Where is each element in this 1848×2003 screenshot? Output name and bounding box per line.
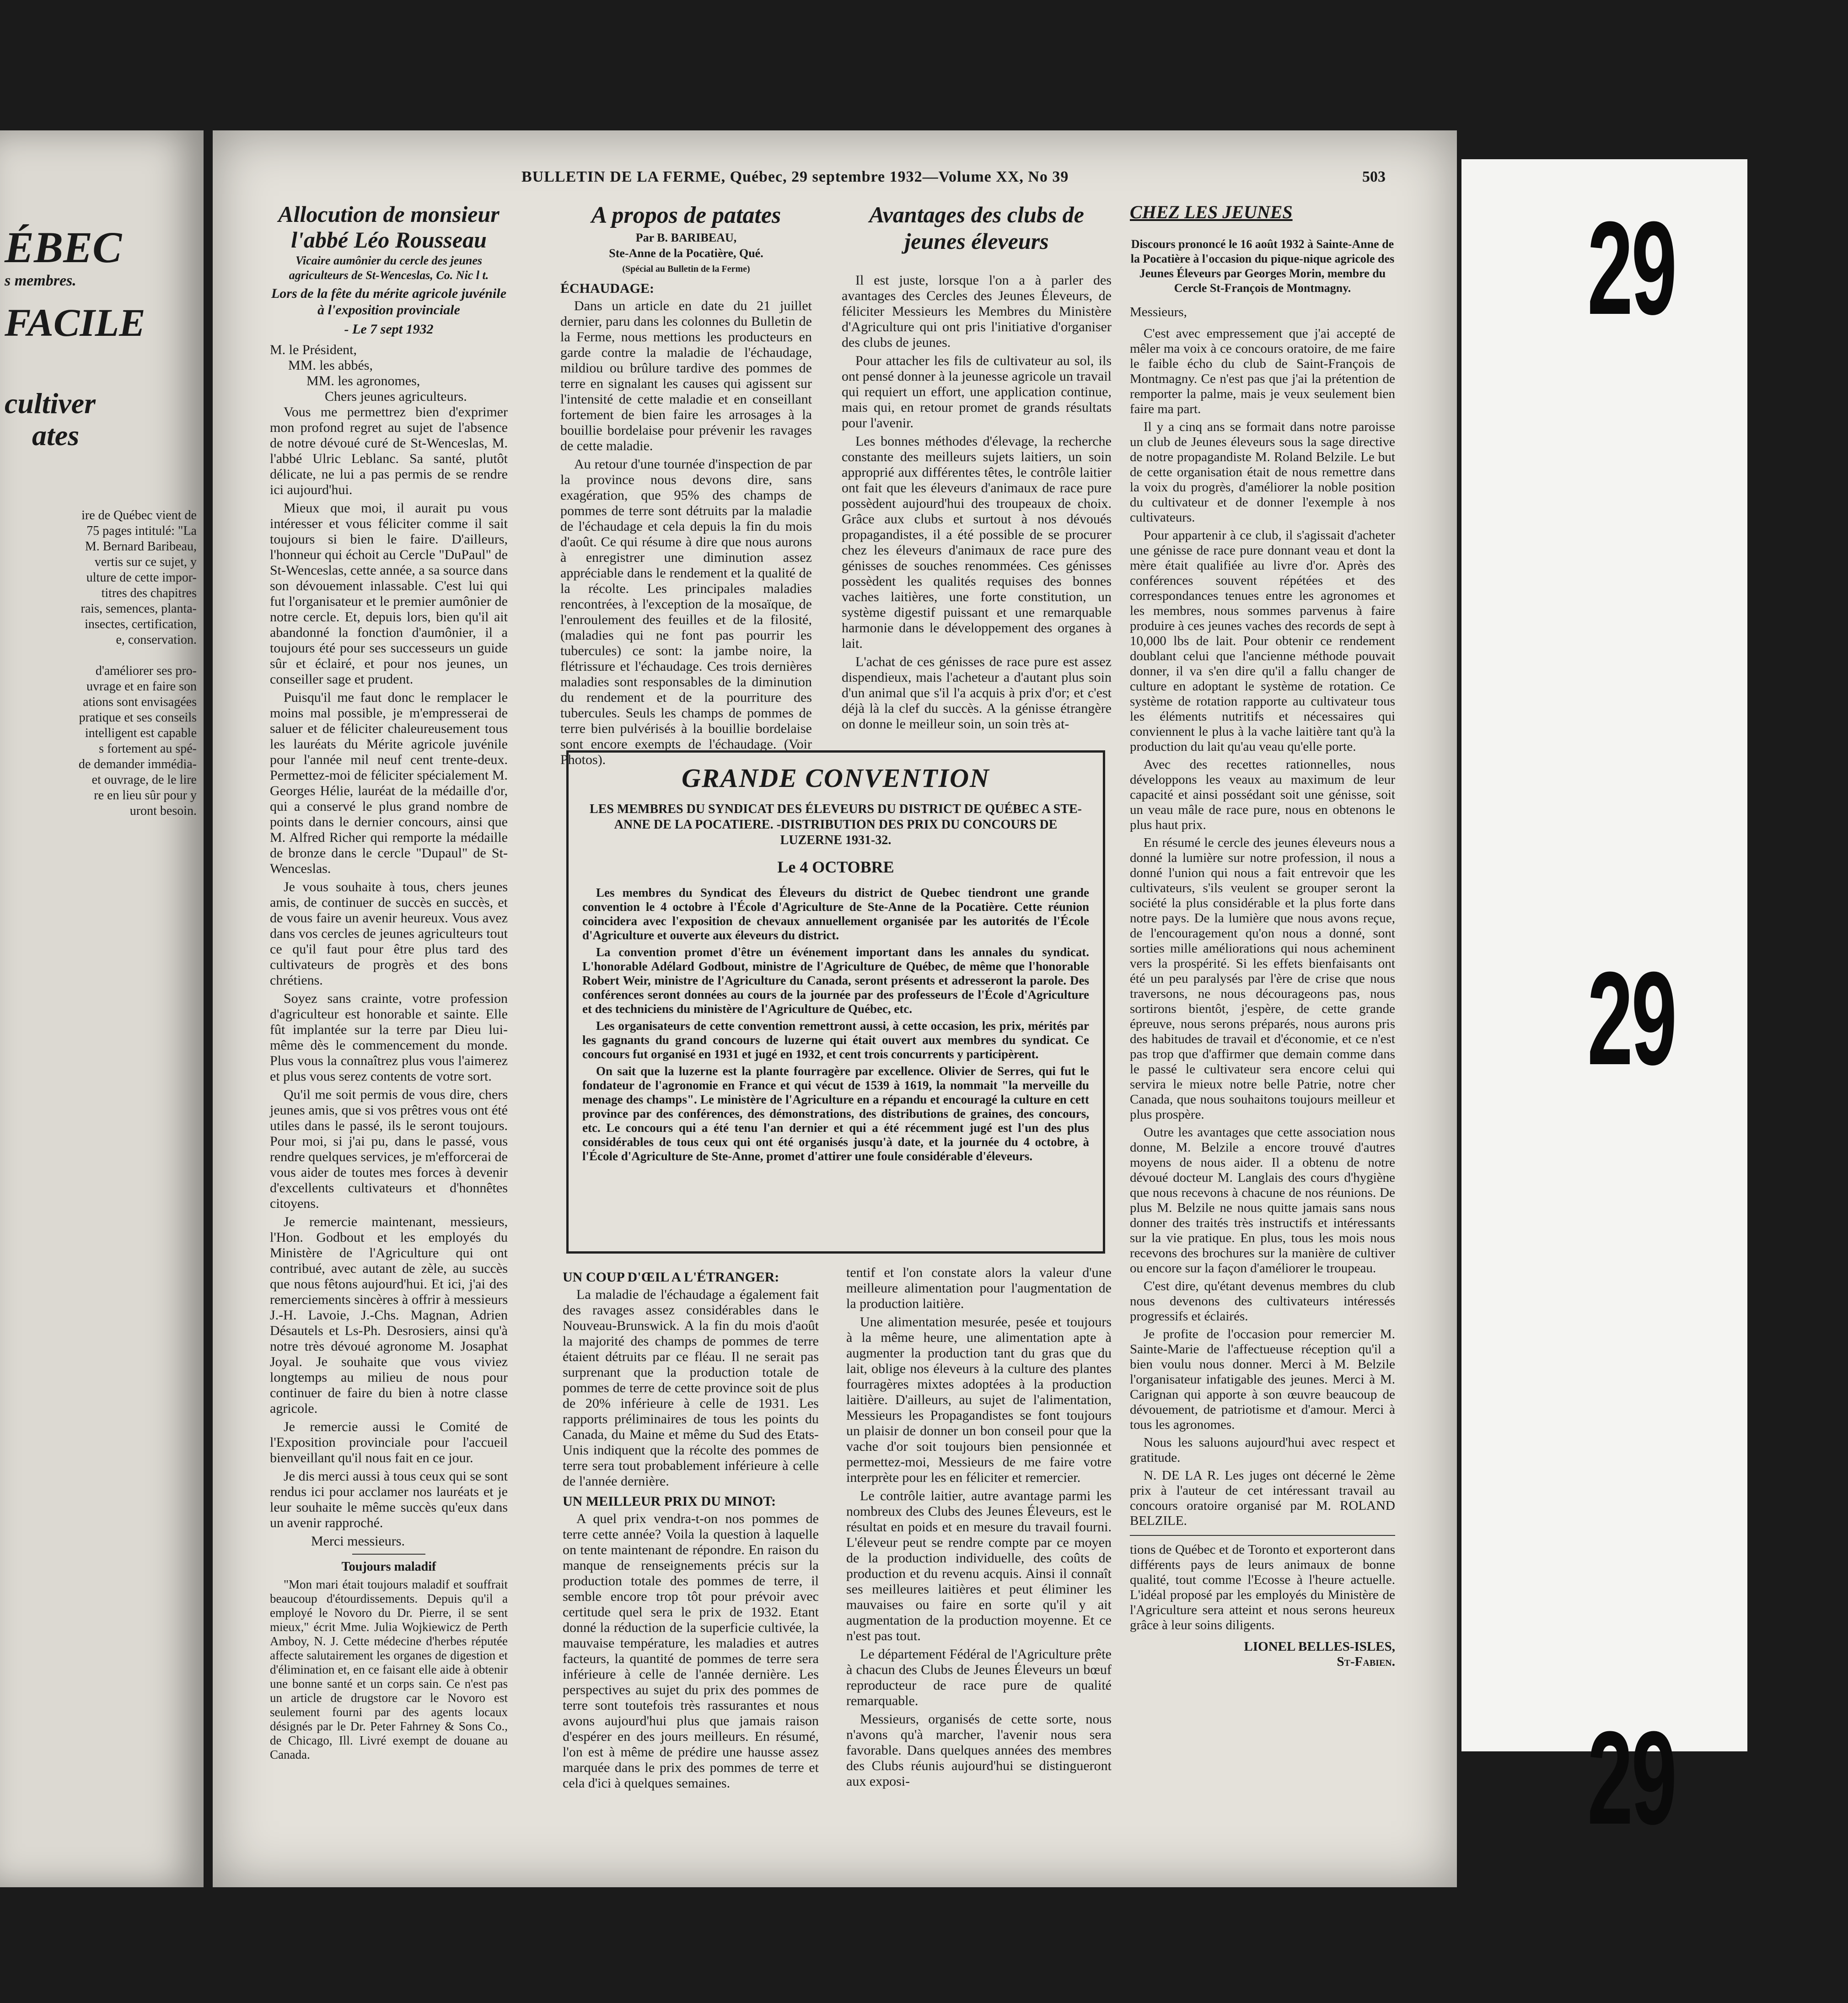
left-fragment: uront besoin. xyxy=(129,804,197,818)
left-fragment: de demander immédia- xyxy=(78,757,197,771)
salutation-line: MM. les abbés, xyxy=(288,358,373,373)
paragraph: C'est avec empressement que j'ai accepté de mêler ma voix à ce concours oratoire, de me faire le faible écho du club de Saint-François de Montmagny. Ce n'est pas que j'ai la prétention de remporter la palme, mais je veux seulement bien faire ma part. xyxy=(1130,326,1395,416)
paragraph: Au retour d'une tournée d'inspection de par la province nous devons dire, sans exagération, que 95% des champs de pommes de terre sont détruits par la maladie de l'échaudage et cela depuis la fin du mois d'août. Ce qui résume à dire que nous aurons à enregistrer une diminution assez appréciable dans le rendement et la qualité de la récolte. Les principales maladies rencontrées, à l'exception de la mosaïque, de l'enroulement des feuilles et de la filosité, (maladies qui ne font pas pourrir les tubercules) ce sont: la jambe noire, la flétrissure et l'échaudage. Ces trois dernières maladies sont responsables de la diminution du rendement et de la pourriture des tubercules. Seuls les champs de pommes de terre bien pulvérisés à la bouillie bordelaise sont encore exempts de l'échaudage. (Voir Photos). xyxy=(560,457,812,767)
left-facing-page xyxy=(0,130,204,1887)
article-headline: Allocution de monsieur l'abbé Léo Rousseau xyxy=(278,201,500,253)
left-fragment: 75 pages intitulé: "La xyxy=(86,524,197,538)
paragraph: Qu'il me soit permis de vous dire, chers jeunes amis, que si vos prêtres vous ont été utiles dans le passé, ils le seront toujours. Pour moi, si j'ai pu, dans le passé, vous rendre quelques services, je m'efforcerai de vous aider de toutes mes forces à devenir d'excellents cultivateurs et d'honnêtes citoyens. xyxy=(270,1087,508,1211)
article-patates xyxy=(560,201,812,770)
convention-title: GRANDE CONVENTION xyxy=(682,763,990,793)
paragraph: Merci messieurs. xyxy=(311,1534,405,1549)
article-headline: Avantages des clubs de jeunes éleveurs xyxy=(869,202,1084,254)
paragraph: Pour attacher les fils de cultivateur au sol, ils ont pensé donner à la jeunesse agricole un travail qui requiert un effort, une application continue, mais qui, en retour promet de grands résultats pour l'avenir. xyxy=(842,353,1112,431)
paragraph: Puisqu'il me faut donc le remplacer le moins mal possible, je m'empresserai de saluer et de féliciter chaleureusement tous les lauréats du Mérite agricole juvénile pour l'année mil neuf cent trente-deux. Permettez-moi de féliciter spécialement M. Georges Hélie, lauréat de la médaille d'or, qui a conservé le plus grand nombre de points dans le dernier concours, ainsi que M. Alfred Richer qui remporte la médaille de bronze dans le cercle "Dupaul" de St-Wenceslas. xyxy=(270,690,508,876)
article-clubs xyxy=(842,201,1112,735)
section-heading: UN MEILLEUR PRIX DU MINOT: xyxy=(563,1494,776,1509)
left-fragment: rais, semences, planta- xyxy=(81,602,197,616)
paragraph: Messieurs, organisés de cette sorte, nous n'avons qu'à marcher, l'avenir nous sera favorable. Dans quelques années des membres des Clubs réunis aujourd'hui se distingueront aux exposi- xyxy=(846,1712,1112,1789)
left-fragment: s fortement au spé- xyxy=(99,742,197,756)
left-fragment: intelligent est capable xyxy=(85,726,197,740)
article-byline: (Spécial au Bulletin de la Ferme) xyxy=(622,264,750,274)
left-title-3: FACILE xyxy=(5,301,145,345)
left-fragment: et ouvrage, de le lire xyxy=(91,773,197,787)
paragraph: Soyez sans crainte, votre profession d'agriculteur est honorable et sainte. Elle fût implantée sur la terre par Dieu lui-même dès le commencement du monde. Plus vous la connaîtrez plus vous l'aimerez et plus vous serez contents de votre sort. xyxy=(270,991,508,1084)
paragraph: Le contrôle laitier, autre avantage parmi les nombreux des Clubs des Jeunes Éleveurs, est le résultat en poids et en mesure du travail fourni. L'éleveur peut se rendre compte par ce moyen de la production individuelle, des coûts de production et du revenu acquis. Ainsi il connaît ses meilleures laitières et peut éliminer les mauvaises ou faire en sorte qu'il y ait augmentation de la production moyenne. Et ce n'est pas tout. xyxy=(846,1488,1112,1643)
running-head: BULLETIN DE LA FERME, Québec, 29 septembre 1932—Volume XX, No 39 xyxy=(521,168,1069,185)
article-byline: Vicaire aumônier du cercle des jeunes agriculteurs de St-Wenceslas, Co. Nic l t. xyxy=(289,254,489,282)
salutation-line: Messieurs, xyxy=(1130,305,1187,319)
left-fragment: M. Bernard Baribeau, xyxy=(85,539,197,554)
date-stamp: 29 xyxy=(1587,1704,1676,1852)
paragraph: La maladie de l'échaudage a également fait des ravages assez considérables dans le Nouveau-Brunswick. A la fin du mois d'août la majorité des champs de pommes de terre étaient détruits par ce fléau. Il ne serait pas surprenant que la production totale de pommes de terre de cette province soit de plus de 20% inférieure à celle de 1931. Les rapports préliminaires de tous les points du Canada, du Maine et même du Sud des Etats-Unis indiquent que la récolte des pommes de terre sera tout probablement inférieure à celle de l'année dernière. xyxy=(563,1287,819,1489)
paragraph: Je vous souhaite à tous, chers jeunes amis, de continuer de succès en succès, et de vous faire un avenir heureux. Vous avez dans vos cercles de jeunes agriculteurs tout ce qu'il faut pour être plus tard des cultivateurs de progrès et des bons chrétiens. xyxy=(270,879,508,988)
left-fragment: e, conservation. xyxy=(116,633,197,647)
paragraph: Avec des recettes rationnelles, nous développons les veaux au maximum de leur capacité et ainsi possédant soit une génisse, soit un veau mâle de race pure, nous en obtenons le plus haut prix. xyxy=(1130,757,1395,832)
paragraph: C'est dire, qu'étant devenus membres du club nous devenons des cultivateurs intéressés progressifs et éclairés. xyxy=(1130,1279,1395,1324)
paragraph: Il y a cinq ans se formait dans notre paroisse un club de Jeunes éleveurs sous la sage directive de notre propagandiste M. Roland Belzile. Le but de cette organisation était de nous remettre dans la voix du progrès, d'améliorer la noble position du cultivateur et de donner l'exemple à nos cultivateurs. xyxy=(1130,420,1395,525)
salutation-line: Chers jeunes agriculteurs. xyxy=(325,389,467,404)
left-fragment: ire de Québec vient de xyxy=(81,508,197,522)
article-date: - Le 7 sept 1932 xyxy=(344,322,434,337)
paragraph: tentif et l'on constate alors la valeur d'une meilleure alimentation pour l'augmentation de la production laitière. xyxy=(846,1265,1112,1311)
article-byline: Ste-Anne de la Pocatière, Qué. xyxy=(609,247,763,260)
article-intro: Discours prononcé le 16 août 1932 à Sainte-Anne de la Pocatière à l'occasion du pique-nique agricole des Jeunes Éleveurs par Georges Morin, membre du Cercle St-François de Montmagny. xyxy=(1130,237,1395,295)
paragraph: N. DE LA R. Les juges ont décerné le 2ème prix à l'auteur de cet intéressant travail au concours oratoire organisé par M. ROLAND BELZILE. xyxy=(1130,1468,1395,1528)
article-chez-les-jeunes xyxy=(1130,201,1395,1669)
left-fragment: ulture de cette impor- xyxy=(86,571,197,585)
article-byline: Par B. BARIBEAU, xyxy=(635,231,737,244)
paragraph: On sait que la luzerne est la plante fourragère par excellence. Olivier de Serres, qui fut le fondateur de l'agronomie en France et qui vécut de 1539 à 1619, la nommait "la merveille du menage des champs". Le ministère de l'Agriculture en a répandu et encouragé la culture en cett province par des conférences, des démonstrations, des distributions de graines, des concours, etc. Le concours qui a été tenu l'an dernier et qui a été récemment jugé est l'un des plus considérables de tous ceux qui ont été organisés jusqu'à date, et la journée du 4 octobre, à l'École d'Agriculture de Ste-Anne, promet d'attirer une foule considérable d'éleveurs. xyxy=(582,1064,1089,1163)
article-patates-continued xyxy=(563,1265,819,1794)
signature: LIONEL BELLES-ISLES, xyxy=(1244,1639,1395,1654)
date-stamp: 29 xyxy=(1587,944,1676,1093)
ad-title: Toujours maladif xyxy=(341,1560,436,1574)
signature: St-Fabien. xyxy=(1337,1654,1395,1669)
paragraph: Les membres du Syndicat des Éleveurs du district de Quebec tiendront une grande convention le 4 octobre à l'École d'Agriculture de Ste-Anne de la Pocatière. Cette réunion coincidera avec l'exposition de chevaux annuellement organisée par les autorités de l'École d'Agriculture et ouverte aux éleveurs du district. xyxy=(582,886,1089,942)
paragraph: Je remercie aussi le Comité de l'Exposition provinciale pour l'accueil bienveillant qu'il nous fait en ce jour. xyxy=(270,1419,508,1465)
paragraph: A quel prix vendra-t-on nos pommes de terre cette année? Voila la question à laquelle on tente maintenant de répondre. En raison du manque de renseignements précis sur la production totale des pommes de terre, il semble encore trop tôt pour prévoir avec certitude quel sera le prix de 1932. Etant donné la réduction de la superficie cultivée, la mauvaise température, les maladies et autres facteurs, la quantité de pommes de terre sera inférieure à celle de l'année dernière. Les perspectives au sujet du prix des pommes de terre sont toutefois très rassurantes et nous avons aujourd'hui plus que jamais raison d'espérer en des jours meilleurs. En résumé, l'on est à même de prédire une hausse assez marquée dans le prix des pommes de terre et cela d'ici à quelques semaines. xyxy=(563,1511,819,1791)
convention-subtitle: LES MEMBRES DU SYNDICAT DES ÉLEVEURS DU DISTRICT DE QUÉBEC A STE-ANNE DE LA POCATIERE. -DISTRIBUTION DES PRIX DU CONCOURS DE LUZERNE 1931-32. xyxy=(590,802,1082,847)
left-title-2: s membres. xyxy=(5,272,76,289)
left-fragment: ations sont envisagées xyxy=(83,695,197,709)
paragraph: Les organisateurs de cette convention remettront aussi, à cette occasion, les prix, mérités par les gagnants du grand concours de luzerne qui était ouvert aux membres du syndicat. Ce concours fut organisé en 1931 et jugé en 1932, et cent trois concurrents y participèrent. xyxy=(582,1019,1089,1061)
paragraph: Le département Fédéral de l'Agriculture prête à chacun des Clubs de Jeunes Éleveurs un bœuf reproducteur de race pure de qualité remarquable. xyxy=(846,1647,1112,1708)
date-stamp: 29 xyxy=(1587,194,1676,342)
paragraph: Outre les avantages que cette association nous donne, M. Belzile a encore trouvé d'autres moyens de nous aider. Il a obtenu de notre dévoué docteur M. Langlais des cours d'hygiène que nous recevons à chacune de nos réunions. De plus M. Belzile ne nous quitte jamais sans nous donner des traités très instructifs et intéressants sur la vie pratique. En plus, tous les mois nous recevons des brochures sur la manière de cultiver ou encore sur la façon d'améliorer le troupeau. xyxy=(1130,1125,1395,1276)
section-heading: ÉCHAUDAGE: xyxy=(560,281,655,296)
paragraph: En résumé le cercle des jeunes éleveurs nous a donné la lumière sur notre profession, il nous a donné l'union qui nous a fait entrevoir que les cultivateurs, s'ils veulent se grouper seront la société la plus considérable et la plus forte dans notre pays. De la lumière que nous avons reçue, de l'encouragement qu'on nous a donné, sont sorties mille améliorations qui nous acheminent vers la prospérité. Si les effets bienfaisants ont été un peu paralysés par l'ère de crise que nous traversons, ne nous décourageons pas, nous sortirons bientôt, j'espère, de cette grande épreuve, nous serons préparés, nous aurons pris des habitudes de travail et d'économie, et ce n'est pas trop que d'affirmer que demain comme dans le passé le cultivateur sera encore celui qui servira le mieux notre belle Patrie, notre cher Canada, que nous souhaitons toujours meilleur et plus prospère. xyxy=(1130,835,1395,1122)
salutation-line: M. le Président, xyxy=(270,342,357,357)
article-headline: A propos de patates xyxy=(591,202,781,228)
paragraph: tions de Québec et de Toronto et exporteront dans différents pays de leurs animaux de bonne qualité, tout comme l'Ecosse à l'heure actuelle. L'idéal proposé par les employés du Ministère de l'Agriculture sera atteint et nous serons heureux grâce à leur soins diligents. xyxy=(1130,1542,1395,1632)
left-fragment: vertis sur ce sujet, y xyxy=(94,555,197,569)
paragraph: Je dis merci aussi à tous ceux qui se sont rendus ici pour acclamer nos lauréats et je leur souhaite le même succès qu'eux dans un avenir rapproché. xyxy=(270,1469,508,1530)
left-fragment: d'améliorer ses pro- xyxy=(95,664,197,678)
paragraph: Vous me permettrez bien d'exprimer mon profond regret au sujet de l'absence de notre dévoué curé de St-Wenceslas, M. l'abbé Ulric Leblanc. Sa santé, plutôt délicate, ne lui a pas permis de se rendre ici aujourd'hui. xyxy=(270,404,508,497)
article-subhead: Lors de la fête du mérite agricole juvénile à l'exposition provinciale xyxy=(271,286,507,318)
paragraph: Pour appartenir à ce club, il s'agissait d'acheter une génisse de race pure donnant veau et dont la mère était qualifiée au livre d'or. Après des conférences souvent répétées et des correspondances tenues entre les agronomes et les membres, nous sommes parvenus à faire produire à ces jeunes vaches des records de sept à 10,000 lbs de lait. Pour obtenir ce rendement doublant celui que l'ancienne méthode pouvait donner, il va s'en dire qu'il a fallu changer de culture en adoptant le système de rotation. Ce système de rotation rapporte au cultivateur tous les éléments nutritifs et nécessaires qui conviennent le plus à la vache laitière tant qu'à la production du lait qu'au veau qu'elle porte. xyxy=(1130,528,1395,754)
paragraph: Mieux que moi, il aurait pu vous intéresser et vous féliciter comme il sait toujours si bien le faire. D'ailleurs, l'honneur qui échoit au Cercle "DuPaul" de St-Wenceslas, cette année, a sa source dans son dévouement inlassable. C'est lui qui fut l'organisateur et le premier aumônier de notre cercle. Et, depuis lors, bien qu'il ait abandonné la fonction d'aumônier, il a toujours été pour ses successeurs un guide sûr et éclairé, et pour nos jeunes, un conseiller sage et prudent. xyxy=(270,501,508,687)
left-fragment: pratique et ses conseils xyxy=(79,711,197,725)
left-fragment: uvrage et en faire son xyxy=(86,679,197,694)
paragraph: La convention promet d'être un événement important dans les annales du syndicat. L'honorable Adélard Godbout, ministre de l'Agriculture de Québec, de même que l'honorable Robert Weir, ministre de l'Agriculture du Canada, seront présents et adresseront la parole. Des conférences seront données au cours de la journée par des professeurs de l'École d'Agriculture et des techniciens du ministère de l'Agriculture de Québec, etc. xyxy=(582,945,1089,1016)
left-fragment: insectes, certification, xyxy=(85,617,197,631)
paragraph: Je remercie maintenant, messieurs, l'Hon. Godbout et les employés du Ministère de l'Agriculture qui ont contribué, avec autant de zèle, au succès que nous fêtons aujourd'hui. Et ici, j'ai des remerciements sincères à offrir à messieurs J.-H. Lavoie, J.-Chs. Magnan, Adrien Désautels et Ls-Ph. Desrosiers, ainsi qu'à notre très dévoué agronome M. Josaphat Joyal. Je souhaite que vous viviez longtemps au milieu de nous pour continuer de faire du bien à notre classe agricole. xyxy=(270,1214,508,1416)
article-rousseau xyxy=(270,201,508,1765)
left-fragment: re en lieu sûr pour y xyxy=(94,788,197,802)
page-number: 503 xyxy=(1362,168,1386,185)
left-title-1: ÉBEC xyxy=(5,223,122,272)
convention-date: Le 4 OCTOBRE xyxy=(777,858,894,876)
article-clubs-continued xyxy=(846,1265,1112,1792)
left-title-4: cultiver xyxy=(5,387,96,420)
paragraph: Il est juste, lorsque l'on a à parler des avantages des Cercles des Jeunes Éleveurs, de féliciter Messieurs les Membres du Ministère d'Agriculture qui ont pris l'initiative d'organiser des clubs de jeunes. xyxy=(842,273,1112,350)
salutation-line: MM. les agronomes, xyxy=(306,373,420,388)
convention-notice xyxy=(566,750,1105,1254)
ad-text: "Mon mari était toujours maladif et souffrait beaucoup d'étourdissements. Depuis qu'il a employé le Novoro du Dr. Pierre, il se sent mieux," écrit Mme. Julia Wojkiewicz de Perth Amboy, N. J. Cette médecine d'herbes réputée affecte salutairement les organes de digestion et d'élimination et, en ce faisant elle aide à obtenir une bonne santé et un corps sain. Ce n'est pas un article de drugstore car le Novoro est seulement fourni par des agents locaux désignés par le Dr. Peter Fahrney & Sons Co., de Chicago, Ill. Livré exempt de douane au Canada. xyxy=(270,1578,508,1761)
paragraph: Les bonnes méthodes d'élevage, la recherche constante des meilleurs sujets laitiers, un soin approprié aux différentes têtes, le contrôle laitier ont fait que les éleveurs d'animaux de race pure possèdent aujourd'hui des troupeaux de choix. Grâce aux clubs et surtout à nos dévoués propagandistes, il a été possible de se procurer chez les éleveurs d'animaux de race pure des génisses de souches renommées. Ces génisses possèdent les qualités requises des bonnes vaches laitières, une forte constitution, un système digestif puissant et une remarquable harmonie dans le développement des organes à lait. xyxy=(842,434,1112,651)
article-headline: CHEZ LES JEUNES xyxy=(1130,202,1293,222)
section-heading: UN COUP D'ŒIL A L'ÉTRANGER: xyxy=(563,1270,779,1285)
paragraph: Nous les saluons aujourd'hui avec respect et gratitude. xyxy=(1130,1435,1395,1465)
paragraph: Je profite de l'occasion pour remercier M. Sainte-Marie de l'affectueuse réception qu'il a bien voulu nous donner. Merci à M. Belzile l'organisateur infatigable des jeunes. Merci à M. Carignan qui apporte à son œuvre beaucoup de dévouement, de patriotisme et d'amour. Merci à tous les agronomes. xyxy=(1130,1327,1395,1432)
left-fragment: titres des chapitres xyxy=(101,586,197,600)
left-title-5: ates xyxy=(32,419,80,452)
paragraph: Une alimentation mesurée, pesée et toujours à la même heure, une alimentation apte à augmenter la production tant du gras que du lait, oblige nos éleveurs à la culture des plantes fourragères mixtes adoptées à la production laitière. D'ailleurs, au sujet de l'alimentation, Messieurs les Propagandistes se font toujours un plaisir de donner un bon conseil pour que la vache d'or soit toujours bien pensionnée et permettez-moi, Messieurs de me faire votre interprète pour les en féliciter et remercier. xyxy=(846,1314,1112,1485)
paragraph: Dans un article en date du 21 juillet dernier, paru dans les colonnes du Bulletin de la Ferme, nous mettions les producteurs en garde contre la maladie de l'échaudage, mildiou ou brûlure tardive des pommes de terre en signalant les causes qui agissent sur l'intensité de cette maladie et en conseillant fortement de bien faire les arrosages à la bouillie bordelaise pour prévenir les ravages de cette maladie. xyxy=(560,298,812,453)
paragraph: L'achat de ces génisses de race pure est assez dispendieux, mais l'acheteur a d'autant plus soin d'un animal que s'il l'a acquis à prix d'or; et c'est déjà là la clef du succès. A la génisse étrangère on donne le meilleur soin, un soin très at- xyxy=(842,654,1112,732)
